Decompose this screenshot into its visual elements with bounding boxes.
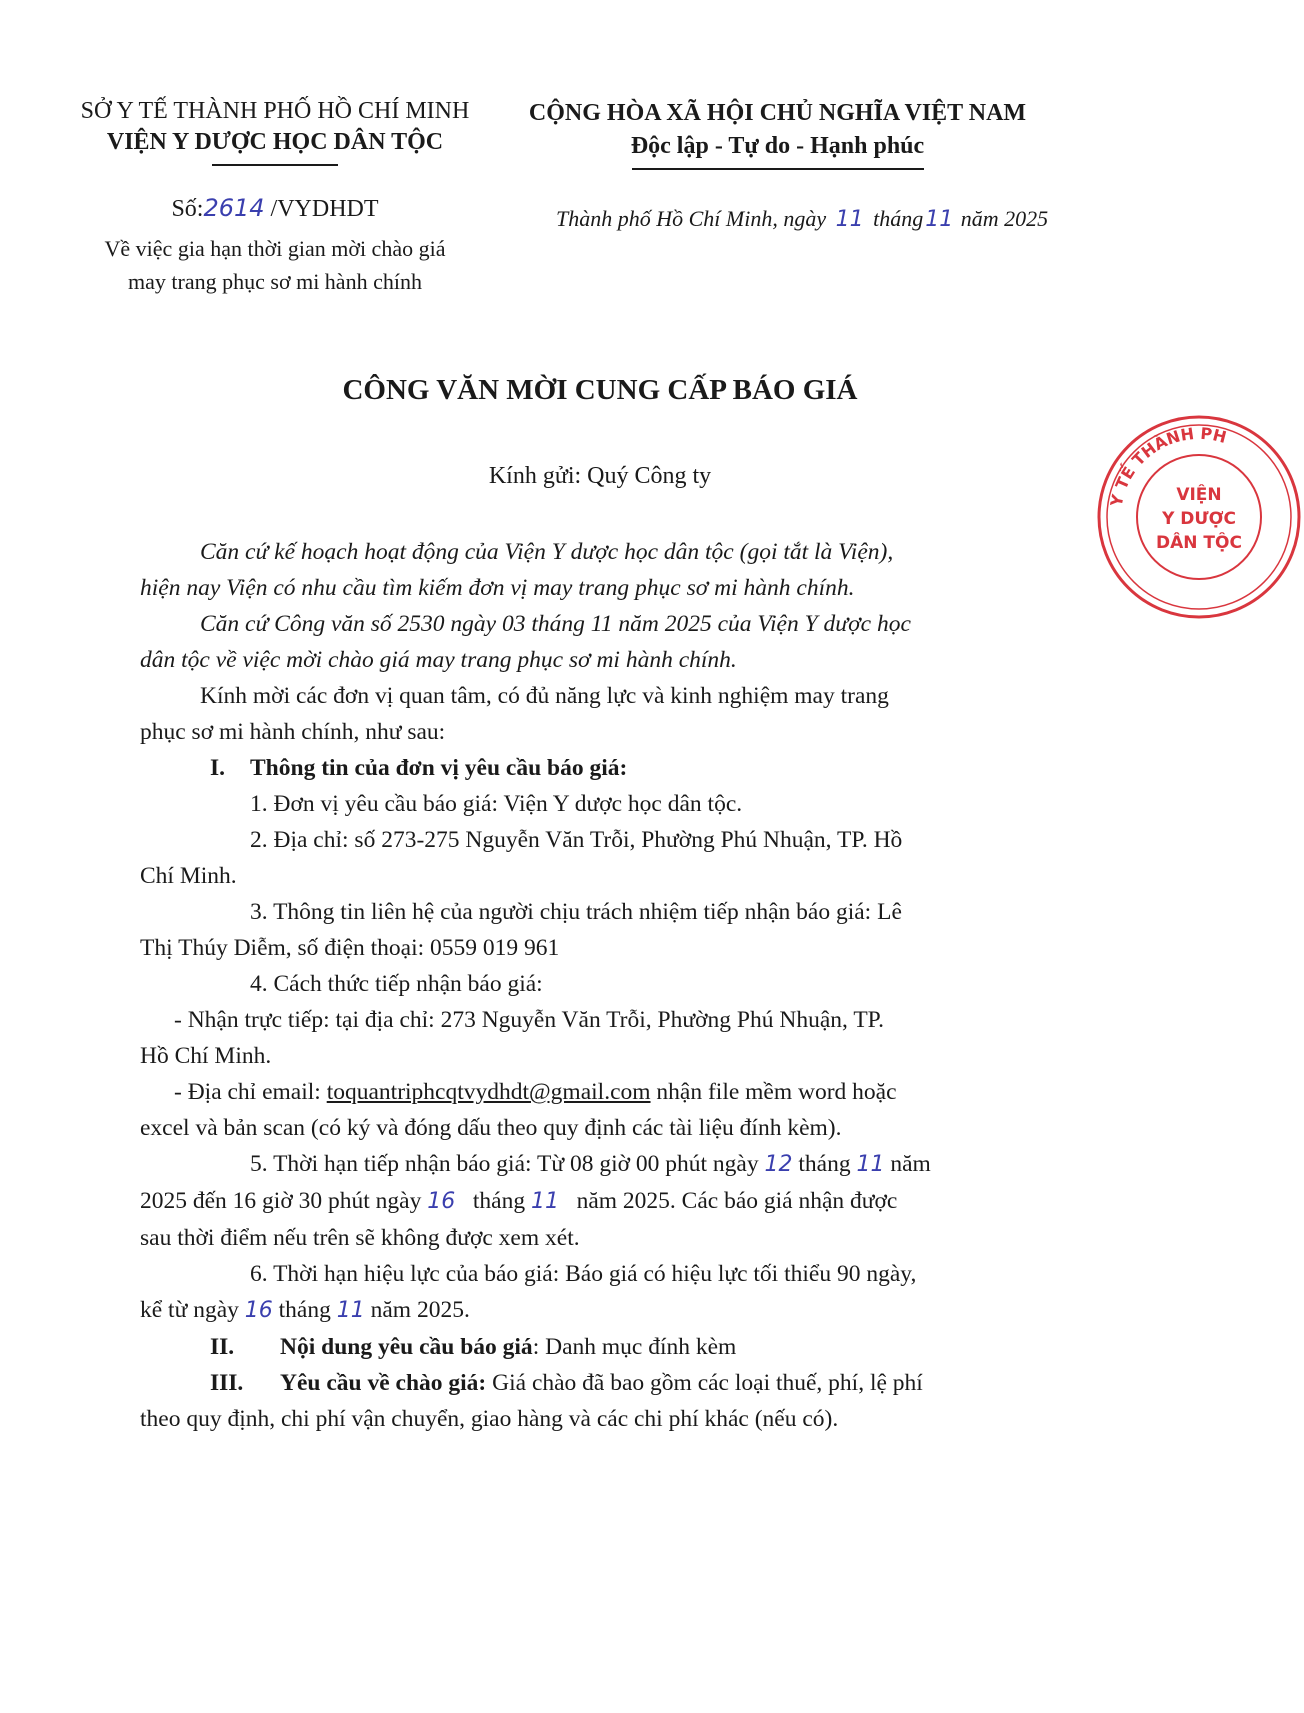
doc-number-prefix: Số: bbox=[171, 196, 204, 222]
motto-underline bbox=[632, 168, 924, 170]
reception-email: - Địa chỉ email: toquantriphcqtvydhdt@gmail.com nhận file mềm word hoặc excel và bản scan (có ký và đóng dấu theo quy định các tài liệu đính kèm). bbox=[140, 1079, 897, 1141]
reception-direct: - Nhận trực tiếp: tại địa chỉ: 273 Nguyễn Văn Trỗi, Phường Phú Nhuận, TP. Hồ Chí Minh. bbox=[140, 1007, 885, 1069]
section-1-item-4: 4. Cách thức tiếp nhận báo giá: bbox=[250, 971, 543, 997]
section-1-item-3: 3. Thông tin liên hệ của người chịu trách nhiệm tiếp nhận báo giá: Lê Thị Thúy Diễm, số điện thoại: 0559 019 961 bbox=[140, 899, 902, 961]
subject-line-1: Về việc gia hạn thời gian mời chào giá bbox=[104, 236, 446, 261]
validity-month-handwritten: 11 bbox=[336, 1298, 365, 1323]
subject-line-2: may trang phục sơ mi hành chính bbox=[128, 269, 422, 294]
doc-number-suffix: /VYDHDT bbox=[270, 196, 379, 222]
section-3: III. Yêu cầu về chào giá: Giá chào đã bao gồm các loại thuế, phí, lệ phí theo quy định, chi phí vận chuyển, giao hàng và các chi phí khác (nếu có). bbox=[140, 1370, 923, 1432]
recipient: Kính gửi: Quý Công ty bbox=[488, 463, 712, 489]
date-month-handwritten: 11 bbox=[925, 207, 954, 232]
receipt-end-month-handwritten: 11 bbox=[530, 1189, 559, 1214]
email-link[interactable]: toquantriphcqtvydhdt@gmail.com bbox=[326, 1079, 651, 1105]
intro-paragraph-3: Kính mời các đơn vị quan tâm, có đủ năng lực và kinh nghiệm may trang phục sơ mi hành chính, như sau: bbox=[140, 683, 889, 745]
header-left-underline bbox=[212, 164, 338, 166]
section-1-heading: I. Thông tin của đơn vị yêu cầu báo giá: bbox=[210, 755, 628, 781]
document-body bbox=[140, 534, 1060, 1437]
receipt-start-month-handwritten: 11 bbox=[856, 1152, 885, 1177]
receipt-start-day-handwritten: 12 bbox=[764, 1152, 793, 1177]
receipt-end-day-handwritten: 16 bbox=[427, 1189, 456, 1214]
intro-paragraph-1: Căn cứ kế hoạch hoạt động của Viện Y dược học dân tộc (gọi tắt là Viện), hiện nay Viện có nhu cầu tìm kiếm đơn vị may trang phục sơ mi hành chính. bbox=[140, 539, 894, 601]
seal-text-line-2: Y DƯỢC bbox=[1162, 509, 1236, 529]
doc-number-handwritten: 2614 bbox=[203, 194, 265, 222]
document-title: CÔNG VĂN MỜI CUNG CẤP BÁO GIÁ bbox=[342, 374, 858, 406]
country-name: CỘNG HÒA XÃ HỘI CHỦ NGHĨA VIỆT NAM bbox=[528, 100, 1027, 126]
date-prefix: Thành phố Hồ Chí Minh, ngày bbox=[556, 206, 827, 231]
header-left bbox=[60, 98, 490, 156]
seal-text-line-3: DÂN TỘC bbox=[1156, 533, 1242, 553]
section-1-item-1: 1. Đơn vị yêu cầu báo giá: Viện Y dược học dân tộc. bbox=[250, 791, 743, 817]
section-2: II. Nội dung yêu cầu báo giá: Danh mục đính kèm bbox=[210, 1334, 737, 1360]
institute-name: VIỆN Y DƯỢC HỌC DÂN TỘC bbox=[106, 129, 444, 155]
motto: Độc lập - Tự do - Hạnh phúc bbox=[630, 133, 925, 159]
header-right bbox=[505, 100, 1050, 160]
date-month-label: tháng bbox=[873, 206, 924, 231]
document-date bbox=[556, 206, 1156, 232]
section-1-item-6: 6. Thời hạn hiệu lực của báo giá: Báo giá có hiệu lực tối thiểu 90 ngày, kể từ ngày 16 tháng 11 năm 2025. bbox=[140, 1261, 917, 1323]
section-1-item-5: 5. Thời hạn tiếp nhận báo giá: Từ 08 giờ 00 phút ngày 12 tháng 11 năm 2025 đến 16 giờ 30 phút ngày 16 tháng 11 năm 2025. Các báo giá nhận được sau thời điểm nếu trên sẽ không được xem xét. bbox=[140, 1151, 931, 1251]
seal-ring-text: Y TẾ THÀNH PH bbox=[1106, 423, 1229, 509]
document-number bbox=[60, 194, 490, 223]
intro-paragraph-2: Căn cứ Công văn số 2530 ngày 03 tháng 11 năm 2025 của Viện Y dược học dân tộc về việc mời chào giá may trang phục sơ mi hành chính. bbox=[140, 611, 911, 673]
date-year: năm 2025 bbox=[960, 206, 1049, 231]
official-seal-stamp bbox=[1094, 412, 1304, 622]
seal-text-line-1: VIỆN bbox=[1176, 485, 1222, 505]
date-day-handwritten: 11 bbox=[835, 207, 864, 232]
subject bbox=[60, 232, 490, 298]
department-name: SỞ Y TẾ THÀNH PHỐ HỒ CHÍ MINH bbox=[80, 98, 470, 124]
validity-day-handwritten: 16 bbox=[244, 1298, 273, 1323]
section-1-item-2: 2. Địa chỉ: số 273-275 Nguyễn Văn Trỗi, Phường Phú Nhuận, TP. Hồ Chí Minh. bbox=[140, 827, 903, 889]
